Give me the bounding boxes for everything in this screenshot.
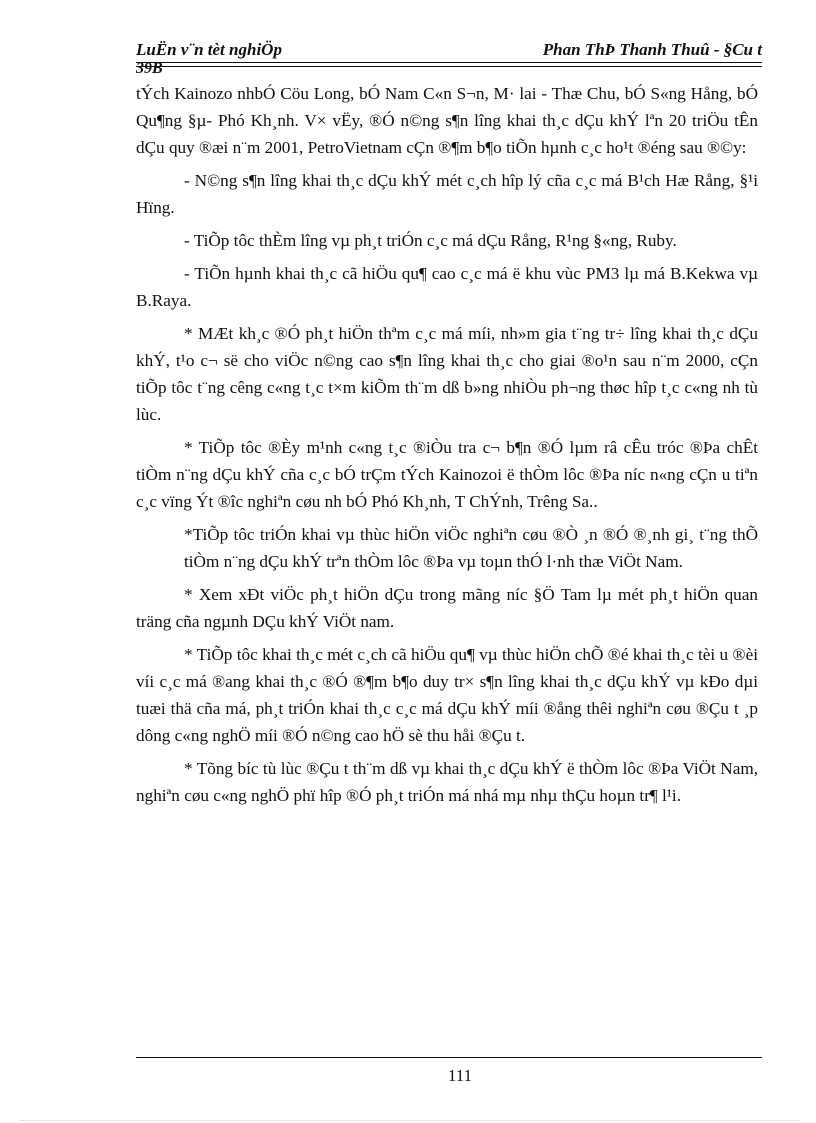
page-number: 111: [447, 1066, 473, 1085]
header-author: Phan ThÞ Thanh Thuû - §Cu t: [542, 40, 762, 59]
paragraph: * TiÕp tôc khai th¸c mét c¸ch cã hiÖu qu¶ vµ thùc hiÖn chÕ ®é khai th¸c tèi u ®èi víi c¸c má ®ang khai th¸c ®Ó ®¶m b¶o duy tr× s¶n lîng khai th¸c dÇu khÝ vµ kÐo dµi tuæi thä cña má, ph¸t triÓn khai th¸c c¸c má dÇu khÝ míi ®ång thêi nghiªn cøu ®Çu t ¸p dông c«ng nghÖ míi ®Ó n©ng cao hÖ sè thu håi ®Çu t.: [136, 645, 758, 745]
paragraph: - TiÕn hµnh khai th¸c cã hiÖu qu¶ cao c¸c má ë khu vùc PM3 lµ má B.Kekwa vµ B.Raya.: [136, 264, 758, 310]
paragraph: * TiÕp tôc ®Èy m¹nh c«ng t¸c ®iÒu tra c¬ b¶n ®Ó lµm râ cÊu tróc ®Þa chÊt tiÒm n¨ng dÇu khÝ cña c¸c bÓ trÇm tÝch Kainozoi ë thÒm lôc ®Þa níc n«ng cÇn u tiªn c¸c vïng Ýt ®îc nghiªn cøu nh bÓ Phó Kh¸nh, T ChÝnh, Trêng Sa..: [136, 438, 758, 511]
paragraph: * Xem xÐt viÖc ph¸t hiÖn dÇu trong mãng níc §Ö Tam lµ mét ph¸t hiÖn quan träng cña ngµnh DÇu khÝ ViÖt nam.: [136, 585, 758, 631]
paragraph: *TiÕp tôc triÓn khai vµ thùc hiÖn viÖc nghiªn cøu ®Ò ¸n ®Ó ®¸nh gi¸ t¨ng thÕ tiÒm n¨ng dÇu khÝ trªn thÒm lôc ®Þa vµ toµn thÓ l·nh thæ ViÖt Nam.: [184, 525, 758, 571]
paragraph: tÝch Kainozo nhbÓ Cöu Long, bÓ Nam C«n S¬n, M· lai - Thæ Chu, bÓ S«ng Hång, bÓ Qu¶ng §µ- Phó Kh¸nh. V× vËy, ®Ó n©ng s¶n lîng khai th¸c dÇu khÝ lªn 20 triÖu tÊn dÇu quy ®æi n¨m 2001, PetroVietnam cÇn ®¶m b¶o tiÕn hµnh c¸c ho¹t ®éng sau ®©y:: [136, 84, 758, 157]
paragraph: * MÆt kh¸c ®Ó ph¸t hiÖn thªm c¸c má míi, nh»m gia t¨ng tr÷ lîng khai th¸c dÇu khÝ, t¹o c¬ së cho viÖc n©ng cao s¶n lîng khai th¸c cho giai ®o¹n sau n¨m 2000, cÇn tiÕp tôc t¨ng cêng c«ng t¸c t×m kiÕm th¨m dß b»ng nhiÒu ph¬ng thøc hîp t¸c c«ng nh tù lùc.: [136, 324, 758, 424]
header-rule-thin: [136, 66, 762, 67]
paragraph: * Tõng bíc tù lùc ®Çu t th¨m dß vµ khai th¸c dÇu khÝ ë thÒm lôc ®Þa ViÖt Nam, nghiªn cøu c«ng nghÖ phï hîp ®Ó ph¸t triÓn má nhá mµ nhµ thÇu hoµn tr¶ l¹i.: [136, 759, 758, 805]
header-rule: [136, 62, 762, 63]
header-thesis-title: LuËn v¨n tèt nghiÖp: [136, 40, 282, 59]
paragraph: - N©ng s¶n lîng khai th¸c dÇu khÝ mét c¸ch hîp lý cña c¸c má B¹ch Hæ Rång, §¹i Hïng.: [136, 171, 758, 217]
paragraph: - TiÕp tôc thÈm lîng vµ ph¸t triÓn c¸c má dÇu Rång, R¹ng §«ng, Ruby.: [184, 231, 677, 250]
page-header: [136, 40, 762, 77]
page-edge-divider: [20, 1120, 800, 1121]
footer-rule: [136, 1057, 762, 1058]
header-class-code: 39B: [136, 60, 163, 77]
page-body: [136, 80, 758, 815]
